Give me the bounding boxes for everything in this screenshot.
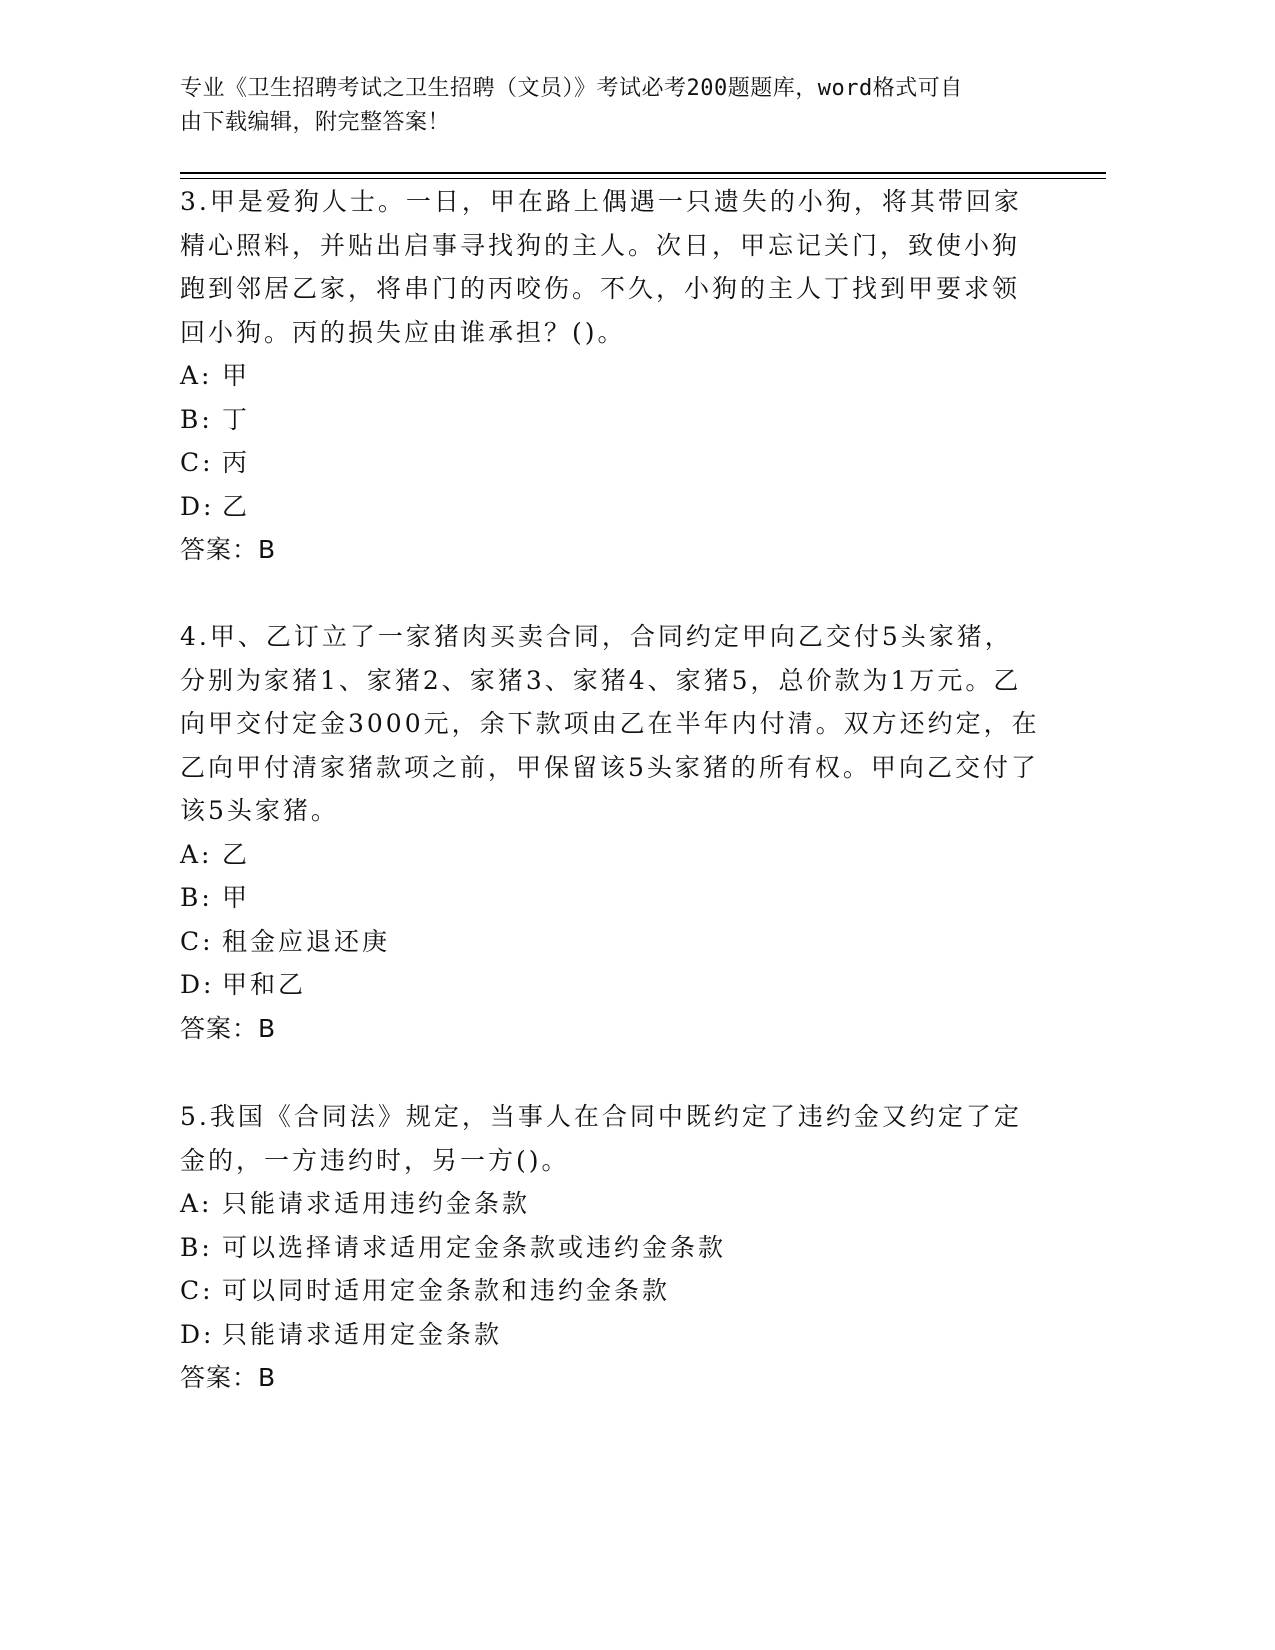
- header-title-line2: 由下载编辑，附完整答案！: [180, 110, 451, 135]
- option-c: [180, 441, 1040, 485]
- option-text: 可以选择请求适用定金条款或违约金条款: [222, 1232, 727, 1262]
- option-a: [180, 1182, 1040, 1226]
- option-text: 只能请求适用定金条款: [222, 1319, 503, 1349]
- option-key: D:: [180, 970, 215, 999]
- option-text: 丁: [222, 404, 251, 434]
- option-a: [180, 354, 1040, 398]
- option-b: [180, 1226, 1040, 1270]
- answer-line: 答案：B: [180, 535, 277, 564]
- option-d: [180, 1313, 1040, 1357]
- option-key: D:: [180, 491, 215, 521]
- option-c: [180, 920, 1040, 964]
- option-c: [180, 1269, 1040, 1313]
- header-divider-thin: [180, 178, 1106, 179]
- option-text: 租金应退还庚: [222, 926, 391, 956]
- answer-line: 答案：B: [180, 1363, 277, 1392]
- question-text: 4.甲、乙订立了一家猪肉买卖合同，合同约定甲向乙交付5头家猪，分别为家猪1、家猪2、家猪3、家猪4、家猪5，总价款为1万元。乙向甲交付定金3000元，余下款项由乙在半年内付清。双方还约定，在乙向甲付清家猪款项之前，甲保留该5头家猪的所有权。甲向乙交付了该5头家猪。: [180, 622, 1040, 825]
- question-5: [180, 1095, 1040, 1400]
- option-a: [180, 833, 1040, 877]
- option-key: C:: [180, 1276, 214, 1305]
- option-text: 丙: [222, 448, 251, 477]
- option-b: [180, 876, 1040, 920]
- option-d: [180, 963, 1040, 1007]
- option-key: A:: [180, 839, 213, 869]
- option-key: A:: [180, 1189, 213, 1218]
- option-text: 只能请求适用违约金条款: [222, 1189, 531, 1218]
- option-text: 甲和乙: [222, 970, 307, 999]
- question-3: [180, 180, 1040, 572]
- option-b: [180, 398, 1040, 442]
- option-text: 乙: [222, 839, 251, 869]
- answer-line: 答案：B: [180, 1013, 277, 1043]
- header-title-line1: 专业《卫生招聘考试之卫生招聘（文员）》考试必考200题题库，word格式可自: [180, 76, 963, 101]
- option-key: C:: [180, 926, 214, 956]
- option-text: 甲: [222, 883, 251, 912]
- option-key: C:: [180, 448, 214, 477]
- option-text: 甲: [222, 361, 251, 390]
- question-text: 5.我国《合同法》规定，当事人在合同中既约定了违约金又约定了定金的，一方违约时，另一方()。: [180, 1102, 1022, 1175]
- document-header: [180, 72, 1060, 140]
- question-4: [180, 615, 1040, 1050]
- option-key: B:: [180, 883, 213, 912]
- header-divider-thick: [180, 172, 1106, 174]
- option-text: 可以同时适用定金条款和违约金条款: [222, 1276, 671, 1305]
- option-text: 乙: [222, 491, 251, 521]
- option-d: [180, 485, 1040, 529]
- question-text: 3.甲是爱狗人士。一日，甲在路上偶遇一只遗失的小狗，将其带回家精心照料，并贴出启事寻找狗的主人。次日，甲忘记关门，致使小狗跑到邻居乙家，将串门的丙咬伤。不久，小狗的主人丁找到甲要求领回小狗。丙的损失应由谁承担？()。: [180, 187, 1022, 347]
- option-key: B:: [180, 1232, 213, 1262]
- option-key: A:: [180, 361, 213, 390]
- option-key: B:: [180, 404, 213, 434]
- option-key: D:: [180, 1319, 215, 1349]
